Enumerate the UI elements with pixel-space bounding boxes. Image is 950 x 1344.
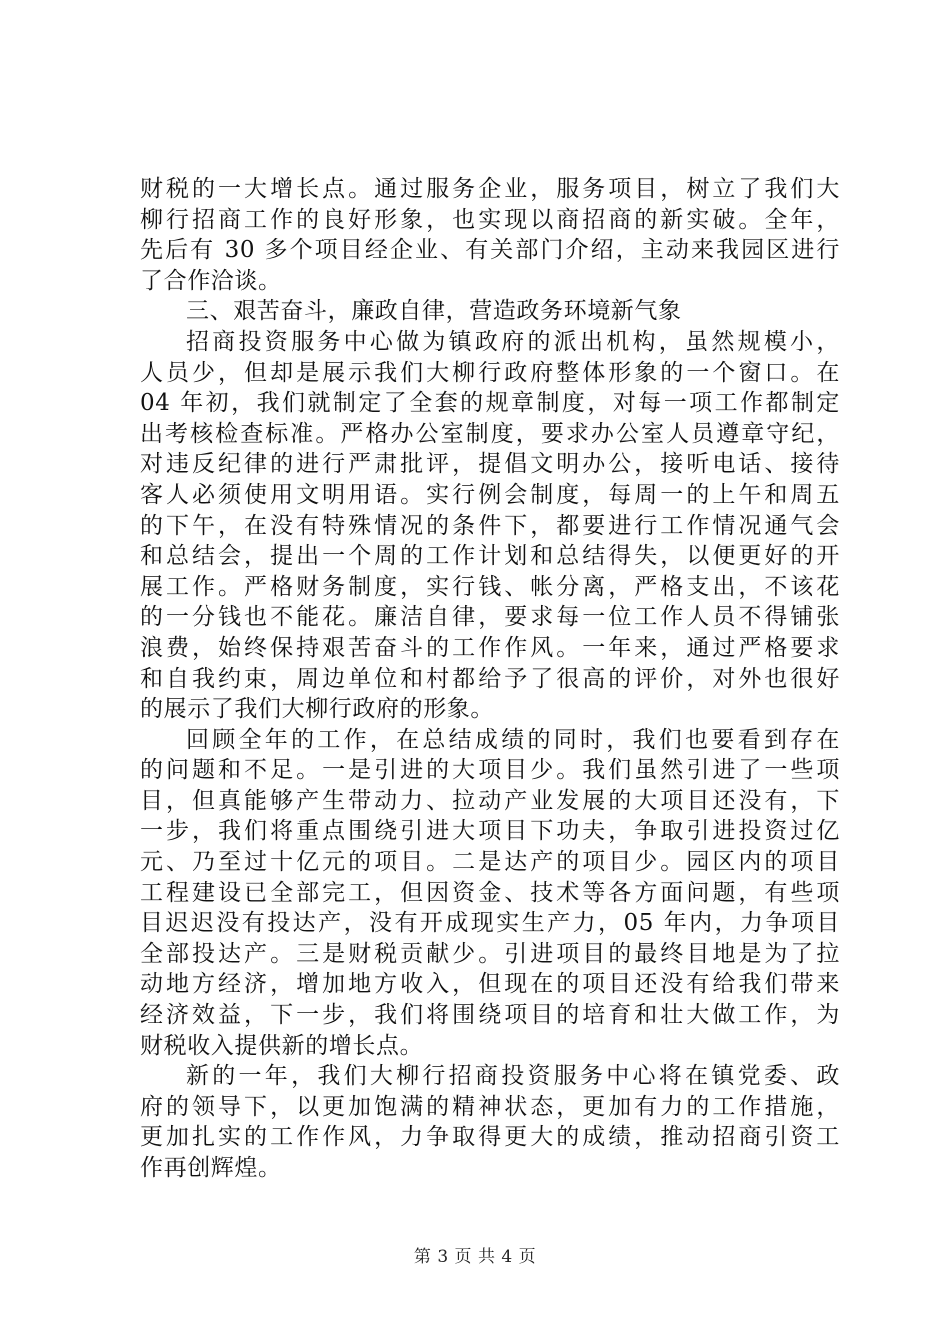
text-line: 财税收入提供新的增长点。: [140, 1032, 424, 1059]
text-line: 浪费，始终保持艰苦奋斗的工作作风。一年来，通过严格要求: [140, 634, 840, 661]
text-line: 经济效益，下一步，我们将围绕项目的培育和壮大做工作，为: [140, 1002, 840, 1029]
text-line: 回顾全年的工作，在总结成绩的同时，我们也要看到存在: [186, 726, 840, 753]
text-line: 全部投达产。三是财税贡献少。引进项目的最终目地是为了拉: [140, 940, 840, 967]
text-line: 的一分钱也不能花。廉洁自律，要求每一位工作人员不得铺张: [140, 604, 840, 631]
text-line: 了合作洽谈。: [140, 267, 282, 294]
text-line: 人员少，但却是展示我们大柳行政府整体形象的一个窗口。在: [140, 359, 840, 386]
text-line: 作再创辉煌。: [140, 1155, 282, 1181]
document-body: [140, 174, 840, 1184]
page-number-footer: 第 3 页 共 4 页: [413, 1247, 537, 1267]
text-line: 对违反纪律的进行严肃批评，提倡文明办公，接听电话、接待: [140, 451, 840, 478]
text-line: 三、艰苦奋斗，廉政自律，营造政务环境新气象: [186, 298, 682, 325]
text-line: 新的一年，我们大柳行招商投资服务中心将在镇党委、政: [186, 1063, 840, 1090]
text-line: 的问题和不足。一是引进的大项目少。我们虽然引进了一些项: [140, 757, 840, 784]
text-line: 出考核检查标准。严格办公室制度，要求办公室人员遵章守纪，: [140, 420, 840, 447]
text-line: 目迟迟没有投达产，没有开成现实生产力，05 年内，力争项目: [140, 910, 840, 937]
text-line: 元、乃至过十亿元的项目。二是达产的项目少。园区内的项目: [140, 849, 840, 876]
text-line: 和自我约束，周边单位和村都给予了很高的评价，对外也很好: [140, 665, 840, 692]
text-line: 04 年初，我们就制定了全套的规章制度，对每一项工作都制定: [140, 390, 840, 417]
text-line: 目，但真能够产生带动力、拉动产业发展的大项目还没有，下: [140, 787, 840, 814]
text-line: 府的领导下，以更加饱满的精神状态，更加有力的工作措施，: [140, 1093, 840, 1120]
text-line: 客人必须使用文明用语。实行例会制度，每周一的上午和周五: [140, 481, 840, 508]
text-line: 动地方经济，增加地方收入，但现在的项目还没有给我们带来: [140, 971, 840, 998]
text-line: 柳行招商工作的良好形象，也实现以商招商的新实破。全年，: [140, 206, 840, 233]
text-line: 工程建设已全部完工，但因资金、技术等各方面问题，有些项: [140, 879, 840, 906]
text-line: 的展示了我们大柳行政府的形象。: [140, 696, 494, 723]
text-line: 展工作。严格财务制度，实行钱、帐分离，严格支出，不该花: [140, 573, 840, 600]
text-line: 一步，我们将重点围绕引进大项目下功夫，争取引进投资过亿: [140, 818, 840, 845]
text-line: 更加扎实的工作作风，力争取得更大的成绩，推动招商引资工: [140, 1124, 840, 1151]
text-line: 先后有 30 多个项目经企业、有关部门介绍，主动来我园区进行: [140, 237, 840, 264]
text-line: 招商投资服务中心做为镇政府的派出机构，虽然规模小，: [186, 328, 840, 355]
text-line: 的下午，在没有特殊情况的条件下，都要进行工作情况通气会: [140, 512, 840, 539]
text-line: 和总结会，提出一个周的工作计划和总结得失，以便更好的开: [140, 543, 840, 570]
text-line: 财税的一大增长点。通过服务企业，服务项目，树立了我们大: [140, 176, 840, 202]
